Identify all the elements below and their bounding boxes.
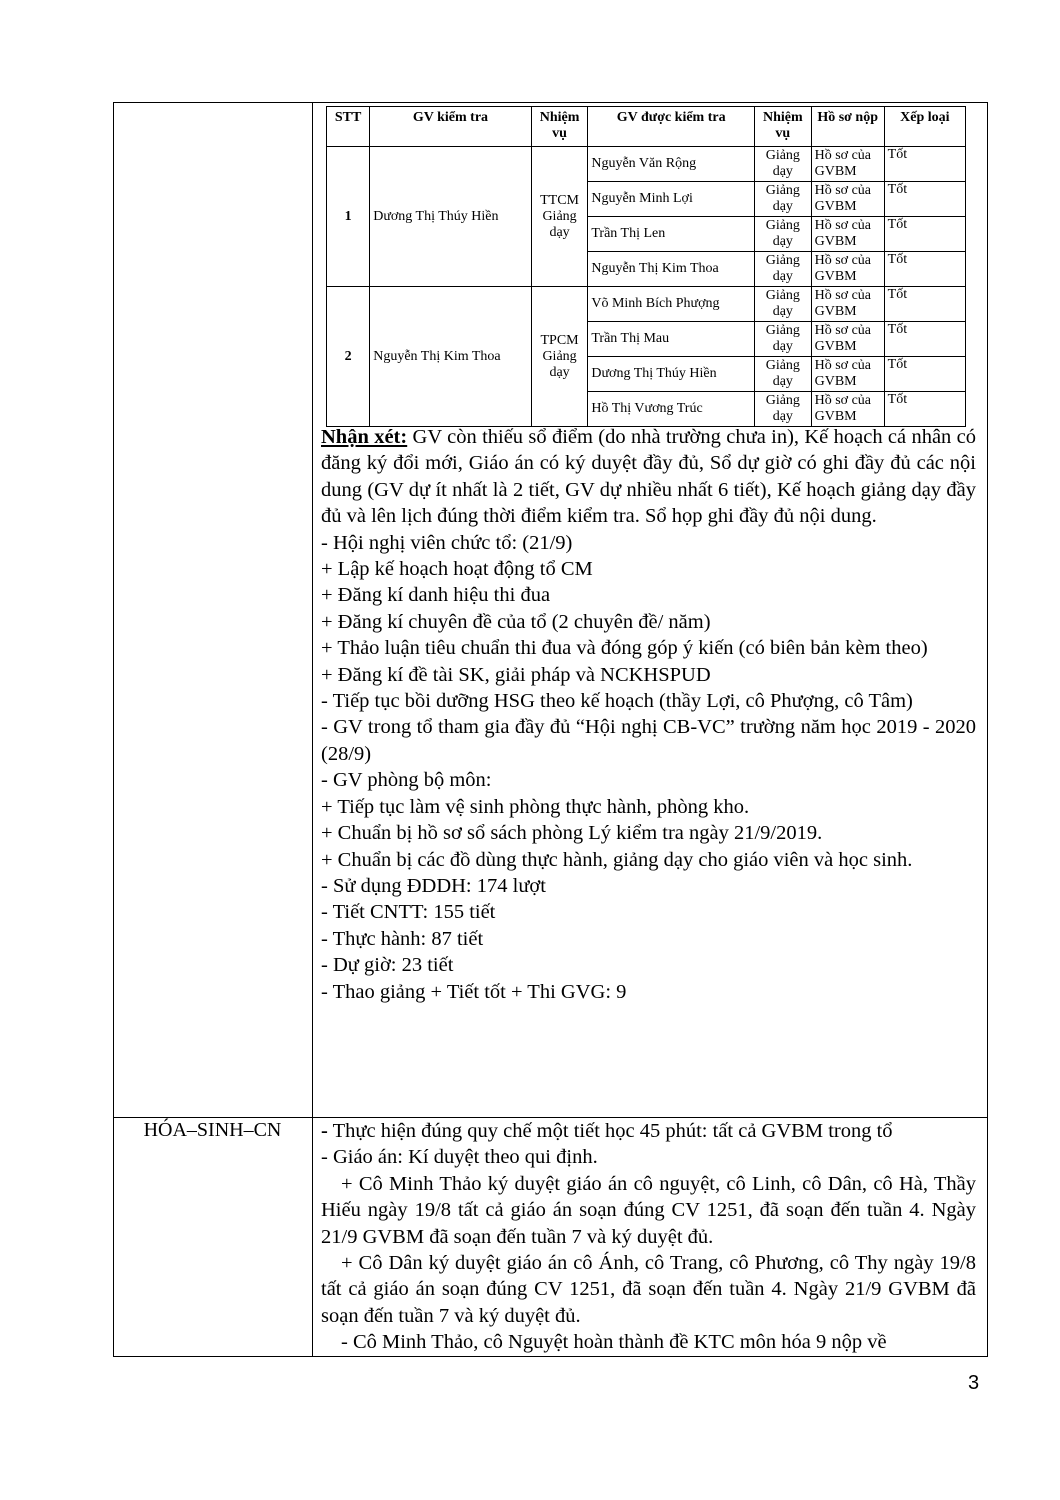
list-item: + Chuẩn bị hồ sơ sổ sách phòng Lý kiểm tra ngày 21/9/2019. [321,822,823,845]
cell-stt: 2 [327,287,370,427]
cell-file: Hồ sơ của GVBM [811,357,884,392]
cell-duty: Giảng dạy [755,182,812,217]
cell-duty: Giảng dạy [755,147,812,182]
header-inspector: GV kiểm tra [370,107,532,147]
remark-paragraph [321,424,976,530]
list-item: - Hội nghị viên chức tổ: (21/9) [321,531,573,554]
cell-file: Hồ sơ của GVBM [811,287,884,322]
list-item: - Dự giờ: 23 tiết [321,954,454,977]
paragraph: + Cô Minh Thảo ký duyệt giáo án cô nguyệt, cô Linh, cô Dân, cô Hà, Thầy Hiếu ngày 19/8 tất cả giáo án soạn đúng CV 1251, đã soạn đến tuần 4. Ngày 21/9 GVBM đã soạn đến tuần 7 và ký duyệt đủ. [321,1172,976,1248]
cell-stt: 1 [327,147,370,287]
list-item: - GV trong tổ tham gia đầy đủ “Hội nghị CB-VC” trường năm học 2019 - 2020 (28/9) [321,716,976,765]
cell-duty: Giảng dạy [755,252,812,287]
inspection-table [326,106,966,427]
cell-file: Hồ sơ của GVBM [811,182,884,217]
cell-teacher: Nguyễn Minh Lợi [588,182,755,217]
cell-grade: Tốt [884,357,965,392]
table-row [327,287,966,322]
column-divider [312,102,313,1357]
cell-role: TTCM Giảng dạy [531,147,588,287]
cell-teacher: Trần Thị Len [588,217,755,252]
list-item: + Tiếp tục làm vệ sinh phòng thực hành, phòng kho. [321,795,750,818]
cell-inspector: Nguyễn Thị Kim Thoa [370,287,532,427]
header-role: Nhiệm vụ [531,107,588,147]
header-grade: Xếp loại [884,107,965,147]
table-border-left [113,102,114,1357]
cell-file: Hồ sơ của GVBM [811,147,884,182]
cell-duty: Giảng dạy [755,217,812,252]
cell-duty: Giảng dạy [755,287,812,322]
list-item: - Sử dụng ĐDDH: 174 lượt [321,874,546,897]
page-number: 3 [968,1372,980,1394]
table-border-top [113,102,988,103]
table-row [327,147,966,182]
header-duty: Nhiệm vụ [755,107,812,147]
cell-grade: Tốt [884,217,965,252]
list-item: + Lập kế hoạch hoạt động tổ CM [321,558,593,581]
cell-grade: Tốt [884,182,965,217]
remark-text: GV còn thiếu sổ điểm (do nhà trường chưa in), Kế hoạch cá nhân có đăng ký đổi mới, Giáo án có ký duyệt đầy đủ, Sổ dự giờ có ghi đầy đủ các nội dung (GV dự ít nhất là 2 tiết, GV dự nhiều nhất 6 tiết), Kế hoạch giảng dạy đầy đủ và lên lịch đúng thời điểm kiểm tra. Sổ họp ghi đầy đủ nội dung. [321,426,976,528]
list-item: + Chuẩn bị các đồ dùng thực hành, giảng dạy cho giáo viên và học sinh. [321,848,913,871]
cell-inspector: Dương Thị Thúy Hiền [370,147,532,287]
paragraph: + Cô Dân ký duyệt giáo án cô Ánh, cô Trang, cô Phương, cô Thy ngày 19/8 tất cả giáo án soạn đúng CV 1251, đã soạn đến tuần 4. Ngày 21/9 GVBM đã soạn đến tuần 7 và ký duyệt đủ. [321,1252,976,1327]
list-item-text: Thực hiện đúng quy chế một tiết học 45 phút: tất cả GVBM trong tổ [327,1120,893,1142]
cell-file: Hồ sơ của GVBM [811,392,884,427]
cell-teacher: Hồ Thị Vương Trúc [588,392,755,427]
list-item: - Tiết CNTT: 155 tiết [321,901,496,924]
cell-teacher: Nguyễn Văn Rộng [588,147,755,182]
list-item: - Thao giảng + Tiết tốt + Thi GVG: 9 [321,980,627,1003]
cell-grade: Tốt [884,392,965,427]
list-item: + Đăng kí đề tài SK, giải pháp và NCKHSPUD [321,663,711,686]
cell-duty: Giảng dạy [755,357,812,392]
section2-content [321,1118,976,1356]
cell-duty: Giảng dạy [755,392,812,427]
list-item: - Giáo án: Kí duyệt theo qui định. [321,1146,598,1169]
header-file: Hồ sơ nộp [811,107,884,147]
header-teacher: GV được kiểm tra [588,107,755,147]
list-item: + Đăng kí chuyên đề của tổ (2 chuyên đề/ năm) [321,610,711,633]
cell-file: Hồ sơ của GVBM [811,322,884,357]
cell-grade: Tốt [884,322,965,357]
cell-grade: Tốt [884,147,965,182]
cell-teacher: Nguyễn Thị Kim Thoa [588,252,755,287]
section-label-hoa-sinh-cn: HÓA–SINH–CN [143,1119,282,1141]
cell-file: Hồ sơ của GVBM [811,217,884,252]
list-item: - GV phòng bộ môn: [321,769,492,792]
list-item: - Tiếp tục bồi dưỡng HSG theo kế hoạch (thầy Lợi, cô Phượng, cô Tâm) [321,690,913,713]
cell-grade: Tốt [884,287,965,322]
header-stt: STT [327,107,370,147]
cell-file: Hồ sơ của GVBM [811,252,884,287]
list-item [321,1118,976,1144]
table-border-bottom [113,1356,988,1357]
cell-duty: Giảng dạy [755,322,812,357]
table-border-right [987,102,988,1357]
cell-teacher: Trần Thị Mau [588,322,755,357]
list-item: + Thảo luận tiêu chuẩn thi đua và đóng góp ý kiến (có biên bản kèm theo) [321,637,928,660]
list-item: + Đăng kí danh hiệu thi đua [321,584,551,607]
table-header-row [327,107,966,147]
remark-label: Nhận xét: [321,426,408,448]
bold-dash: - [321,1120,328,1142]
cell-teacher: Dương Thị Thúy Hiền [588,357,755,392]
section1-content [321,424,976,1005]
paragraph: - Cô Minh Thảo, cô Nguyệt hoàn thành đề KTC môn hóa 9 nộp về [341,1331,887,1354]
list-item: - Thực hành: 87 tiết [321,927,484,950]
cell-grade: Tốt [884,252,965,287]
cell-role: TPCM Giảng dạy [531,287,588,427]
cell-teacher: Võ Minh Bích Phượng [588,287,755,322]
